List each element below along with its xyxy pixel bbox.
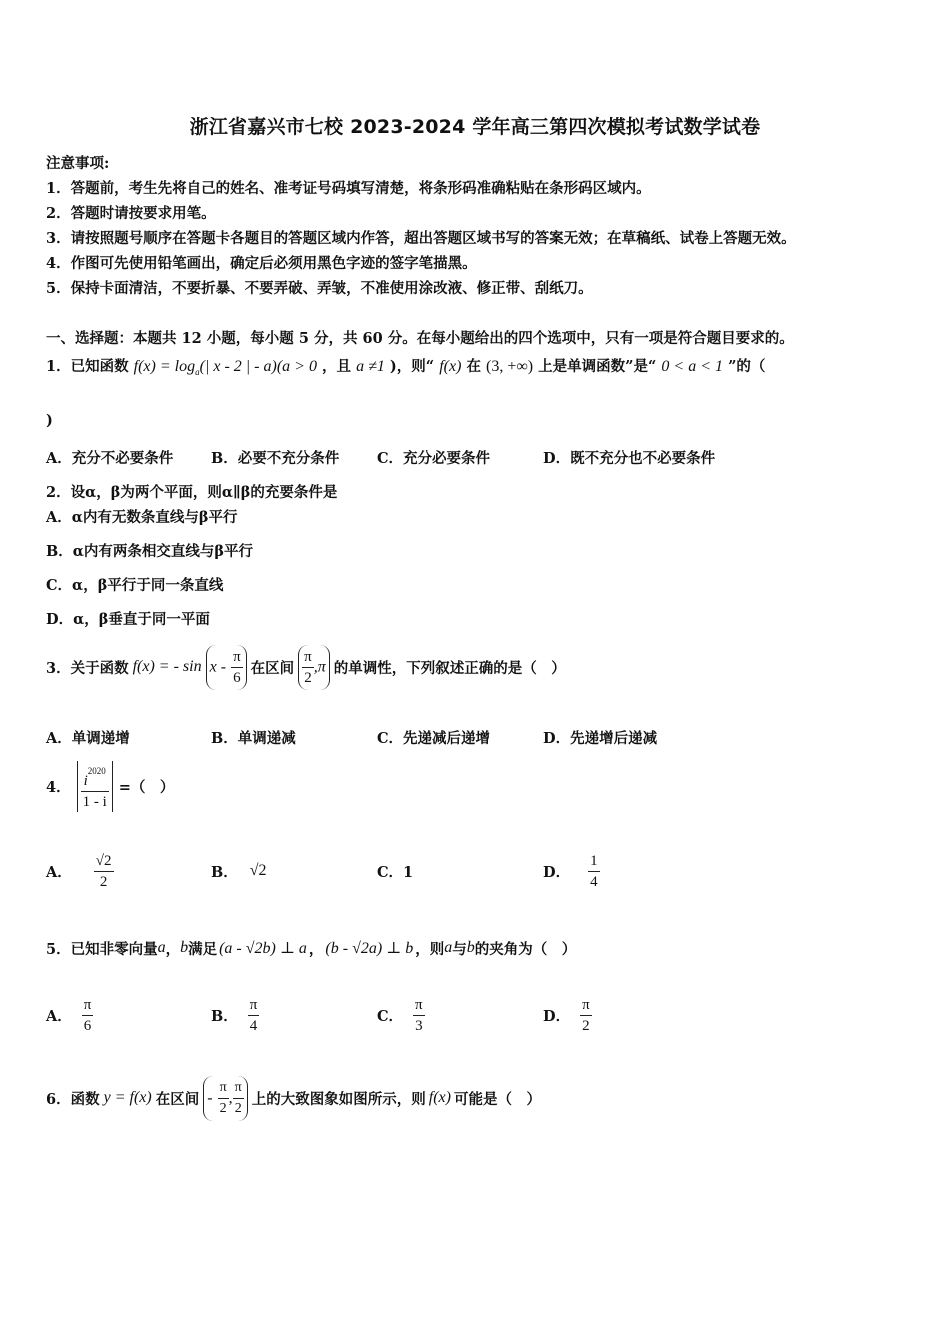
q5-text: 与 (452, 940, 467, 958)
q1-text: ，且 (322, 358, 352, 375)
notice-item: 5．保持卡面清洁，不要折暴、不要弄破、弄皱，不准使用涂改液、修正带、刮纸刀。 (46, 280, 593, 297)
q1-fx: f(x) (439, 358, 462, 375)
q6-number: 6．函数 (46, 1090, 100, 1108)
q2-option-a: A．α内有无数条直线与β平行 (46, 509, 238, 526)
q6-text: 上的大致图象如图所示，则 (251, 1090, 426, 1108)
q1-option-b: B．必要不充分条件 (211, 450, 340, 467)
q3-interval: $\frac{\pi}{2}$ ,π (298, 645, 330, 690)
q5-number: 5．已知非零向量 (46, 940, 158, 958)
q3-option-a: A．单调递增 (46, 730, 130, 747)
q4-expression: $\frac{i^{2020}}{1 - i}$ (77, 761, 113, 812)
q1-condition: a ≠1 (356, 358, 385, 375)
q1-option-d: D．既不充分也不必要条件 (543, 450, 716, 467)
q4-option-b: B． √2 (211, 862, 267, 881)
q5-text: ， (165, 940, 181, 958)
q5-vector-b: b (466, 939, 475, 956)
q5-option-d: D． $\frac{\pi}{2}$ (543, 996, 590, 1034)
notice-item: 3．请按照题号顺序在答题卡各题目的答题区域内作答，超出答题区域书写的答案无效；在草稿纸、试卷上答题无效。 (46, 230, 796, 247)
q5-text: ，则 (415, 940, 445, 958)
q1-number: 1．已知函数 (46, 358, 129, 375)
q5-vector-a: a (157, 939, 166, 956)
q1-text: ”的（ (728, 358, 766, 375)
q3-argument: x - $\frac{\pi}{6}$ (206, 645, 247, 690)
q1-range: 0 < a < 1 (661, 358, 724, 375)
q3-function: f(x) = - sin (132, 658, 202, 675)
page-title: 浙江省嘉兴市七校 2023-2024 学年高三第四次模拟考试数学试卷 (189, 116, 761, 138)
notice-item: 4．作图可先使用铅笔画出，确定后必须用黑色字迹的签字笔描黑。 (46, 255, 477, 272)
q1-close: ) (46, 412, 53, 429)
q1-option-c: C．充分必要条件 (377, 450, 491, 467)
notice-item: 1．答题前，考生先将自己的姓名、准考证号码填写清楚，将条形码准确粘贴在条形码区域内。 (46, 180, 651, 197)
q5-condition-2: (b - √2a) ⊥ b (325, 940, 414, 957)
q5-text: 满足 (188, 940, 218, 958)
notice-heading: 注意事项: (46, 155, 110, 172)
q4-option-c: C．1 (377, 863, 414, 881)
q2-option-d: D．α，β垂直于同一平面 (46, 611, 210, 628)
q1-formula: $f(x) = \log_a(|$ x - 2 | - a)(a > 0 (133, 358, 317, 377)
question-4 (46, 760, 174, 812)
q4-option-d: D． $\frac{1}{4}$ (543, 852, 598, 890)
q3-option-c: C．先递减后递增 (377, 730, 491, 747)
q5-condition-1: (a - √2b) ⊥ a (219, 940, 307, 957)
q3-text: 在区间 (250, 659, 295, 677)
q5-text: 的夹角为（ ） (474, 940, 577, 958)
q5-option-c: C． $\frac{\pi}{3}$ (377, 996, 423, 1034)
q6-fx: f(x) (428, 1089, 451, 1106)
question-6 (46, 1074, 541, 1122)
q4-tail: =（ ） (118, 778, 175, 796)
q6-text: 在区间 (155, 1090, 200, 1108)
q6-text: 可能是（ ） (453, 1090, 541, 1108)
q1-option-a: A．充分不必要条件 (46, 450, 174, 467)
section-heading: 一、选择题：本题共 12 小题，每小题 5 分，共 60 分。在每小题给出的四个选项中，只有一项是符合题目要求的。 (46, 330, 794, 347)
question-5 (46, 928, 576, 968)
question-3 (46, 643, 566, 691)
q1-text: 上是单调函数”是“ (538, 358, 657, 375)
q5-text: ， (308, 940, 324, 958)
q3-number: 3．关于函数 (46, 659, 129, 677)
q5-vector-b: b (180, 939, 189, 956)
question-1 (46, 352, 765, 387)
q3-option-b: B．单调递减 (211, 730, 296, 747)
q4-number: 4． (46, 778, 71, 796)
q5-vector-a: a (444, 939, 453, 956)
q3-option-d: D．先递增后递减 (543, 730, 658, 747)
q6-function: y = f(x) (103, 1089, 152, 1106)
q4-option-a: A． $\frac{√2}{2}$ (46, 852, 112, 890)
q1-text: )，则“ (389, 358, 435, 375)
q5-option-b: B． $\frac{\pi}{4}$ (211, 996, 258, 1034)
q6-interval: - $\frac{\pi}{2}$ , $\frac{\pi}{2}$ (203, 1076, 248, 1121)
q1-text: 在 (466, 358, 481, 375)
question-2: 2．设α，β为两个平面，则α∥β的充要条件是 (46, 484, 338, 501)
q3-text: 的单调性，下列叙述正确的是（ ） (333, 659, 566, 677)
q2-option-c: C．α，β平行于同一条直线 (46, 577, 224, 594)
q5-option-a: A． $\frac{\pi}{6}$ (46, 996, 92, 1034)
notice-item: 2．答题时请按要求用笔。 (46, 205, 216, 222)
q2-option-b: B．α内有两条相交直线与β平行 (46, 543, 254, 560)
q1-interval: (3, +∞) (486, 358, 534, 375)
